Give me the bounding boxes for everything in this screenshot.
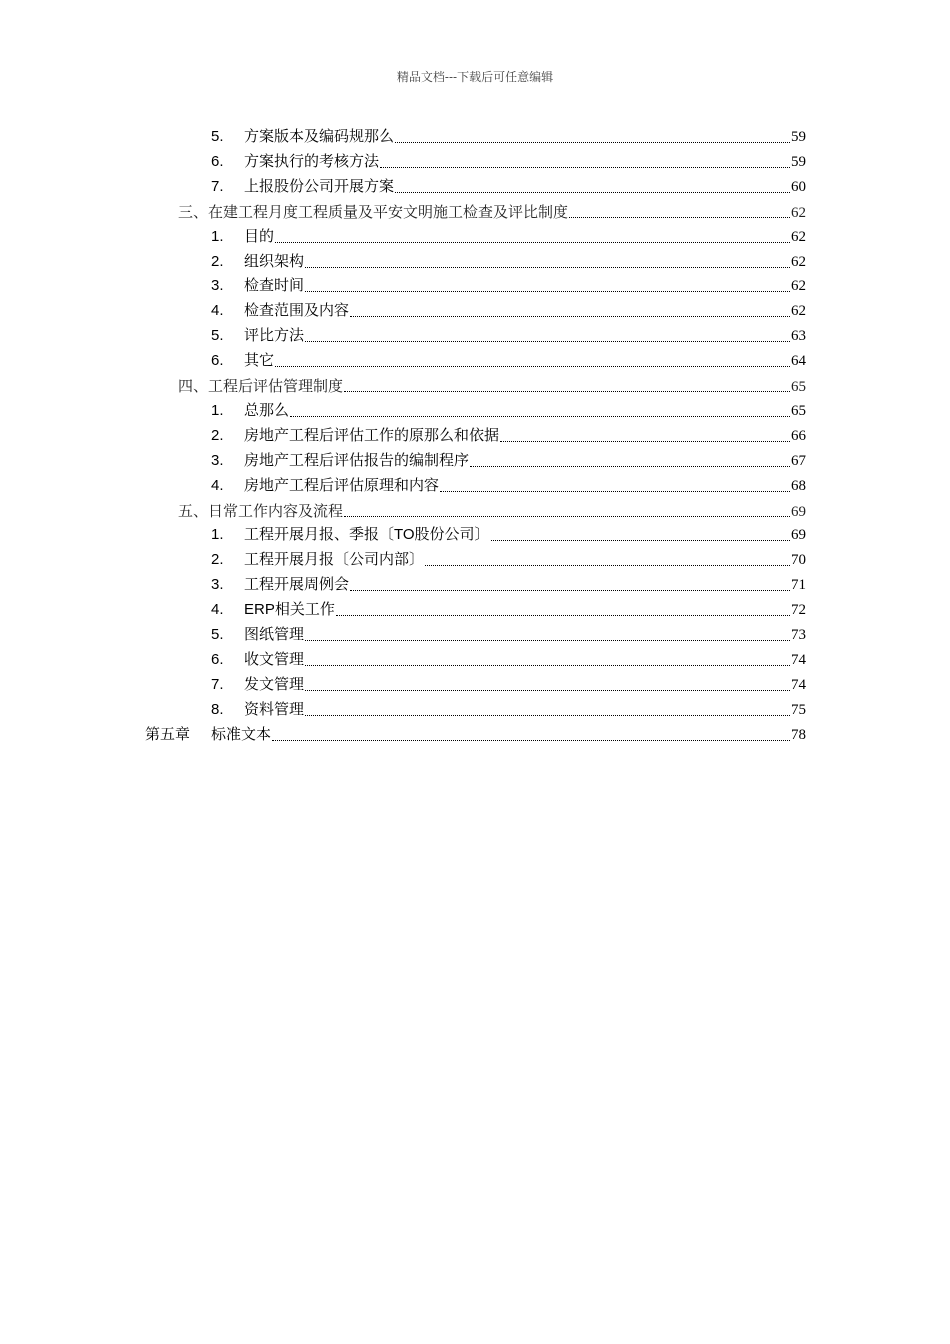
toc-dot-leader [350,315,790,317]
toc-entry-page-number: 60 [791,178,806,195]
toc-entry-number: 2. [211,426,224,444]
toc-entry-number: 6. [211,352,224,370]
toc-entry[interactable] [211,648,806,672]
toc-entry[interactable] [211,299,806,323]
toc-entry-title: 方案执行的考核方法 [244,152,380,170]
toc-entry-page-number: 63 [791,328,806,345]
toc-entry[interactable] [211,673,806,697]
toc-entry-page-number: 66 [791,427,806,444]
toc-entry-title: 发文管理 [244,675,305,693]
toc-entry[interactable] [211,573,806,597]
toc-entry-page-number: 69 [791,503,806,520]
toc-dot-leader [425,564,790,566]
toc-dot-leader [500,440,790,442]
toc-entry[interactable] [211,523,806,547]
toc-entry-number: 7. [211,177,224,195]
toc-entry-number: 1. [211,401,224,419]
toc-entry-number: 7. [211,675,224,693]
toc-entry[interactable] [211,474,806,498]
toc-dot-leader [290,415,790,417]
toc-entry[interactable] [211,548,806,572]
toc-dot-leader [305,340,790,342]
toc-entry-page-number: 78 [791,726,806,743]
toc-dot-leader [272,739,790,741]
toc-entry[interactable] [178,200,806,224]
toc-dot-leader [275,241,790,243]
toc-entry-title: ERP相关工作 [244,601,335,619]
toc-entry-title: 图纸管理 [244,626,305,643]
toc-entry-page-number: 72 [791,602,806,619]
toc-entry-page-number: 67 [791,452,806,469]
toc-entry-number: 5. [211,128,224,145]
toc-entry-page-number: 62 [791,278,806,295]
toc-entry-title: 目的 [244,227,275,245]
toc-dot-leader [305,266,790,268]
toc-entry-page-number: 70 [791,552,806,569]
toc-entry-title: 组织架构 [244,252,305,270]
toc-entry-page-number: 59 [791,129,806,145]
toc-entry-title: 工程开展月报〔公司内部〕 [244,551,425,569]
toc-dot-leader [305,639,790,641]
toc-entry-number: 6. [211,650,224,668]
toc-entry-page-number: 64 [791,353,806,370]
toc-entry-page-number: 74 [791,651,806,668]
toc-entry[interactable] [211,175,806,199]
toc-entry-title: 房地产工程后评估报告的编制程序 [244,451,470,469]
toc-dot-leader [380,166,790,168]
toc-entry-number: 2. [211,551,224,569]
toc-entry-page-number: 73 [791,627,806,643]
toc-entry[interactable] [211,324,806,348]
toc-entry-title: 总那么 [244,401,290,419]
toc-entry-page-number: 68 [791,477,806,494]
toc-entry[interactable] [211,349,806,373]
toc-dot-leader [395,141,790,143]
toc-entry-title: 方案版本及编码规那么 [244,128,395,145]
toc-dot-leader [305,664,790,666]
toc-entry-title: 工程开展月报、季报〔TO股份公司〕 [244,526,490,544]
toc-entry-number: 4. [211,302,224,320]
toc-dot-leader [350,589,790,591]
toc-entry-page-number: 62 [791,253,806,270]
toc-entry-title: 三、在建工程月度工程质量及平安文明施工检查及评比制度 [178,202,569,221]
toc-entry[interactable] [211,399,806,423]
toc-dot-leader [491,539,790,541]
toc-entry-number: 3. [211,277,224,295]
toc-entry[interactable] [211,250,806,274]
toc-dot-leader [344,515,790,517]
toc-entry-title: 评比方法 [244,327,305,345]
toc-entry-title: 收文管理 [244,650,305,668]
toc-entry-title: 房地产工程后评估原理和内容 [244,476,440,494]
toc-entry-title: 五、日常工作内容及流程 [178,501,344,520]
toc-entry[interactable] [211,623,806,647]
toc-entry[interactable] [178,374,806,398]
toc-entry-page-number: 69 [791,527,806,544]
page-header: 精品文档---下载后可任意编辑 [396,70,554,84]
toc-entry[interactable] [211,424,806,448]
toc-entry[interactable] [145,723,806,747]
toc-entry-number: 6. [211,152,224,170]
toc-dot-leader [305,689,790,691]
toc-entry-number: 5. [211,626,224,643]
toc-entry-number: 第五章 [145,725,191,743]
toc-entry-page-number: 65 [791,402,806,419]
toc-dot-leader [344,390,790,392]
toc-entry-number: 2. [211,252,224,270]
toc-entry[interactable] [211,150,806,174]
toc-entry-number: 4. [211,601,224,619]
toc-entry-title: 房地产工程后评估工作的原那么和依据 [244,426,500,444]
toc-entry-title: 检查范围及内容 [244,302,350,320]
toc-entry[interactable] [211,449,806,473]
toc-entry-title: 标准文本 [211,725,272,743]
toc-entry-page-number: 75 [791,701,806,718]
toc-entry-number: 5. [211,327,224,345]
toc-entry[interactable] [178,499,806,523]
toc-dot-leader [305,290,790,292]
toc-dot-leader [569,216,790,218]
toc-dot-leader [275,365,790,367]
toc-dot-leader [440,490,790,492]
toc-entry-title: 资料管理 [244,700,305,718]
toc-entry-title: 工程开展周例会 [244,576,350,594]
toc-entry-number: 3. [211,576,224,594]
toc-entry-title: 其它 [244,352,275,370]
toc-entry-title: 四、工程后评估管理制度 [178,377,344,395]
toc-dot-leader [470,465,790,467]
toc-entry-number: 3. [211,451,224,469]
toc-entry-page-number: 74 [791,676,806,693]
toc-entry[interactable] [211,225,806,249]
toc-entry-page-number: 62 [791,228,806,245]
toc-entry-number: 4. [211,476,224,494]
toc-entry[interactable] [211,274,806,298]
toc-entry-page-number: 62 [791,303,806,320]
toc-entry[interactable] [211,698,806,722]
toc-entry[interactable] [211,125,806,149]
toc-entry-page-number: 71 [791,577,806,594]
toc-entry[interactable] [211,598,806,622]
toc-entry-title: 上报股份公司开展方案 [244,177,395,195]
toc-entry-page-number: 59 [791,153,806,170]
toc-entry-number: 1. [211,526,224,544]
toc-entry-number: 1. [211,227,224,245]
toc-entry-page-number: 65 [791,379,806,395]
toc-entry-title: 检查时间 [244,277,305,295]
toc-entry-number: 8. [211,700,224,718]
toc-dot-leader [305,714,790,716]
toc-dot-leader [336,614,790,616]
toc-entry-page-number: 62 [791,204,806,221]
toc-dot-leader [395,191,790,193]
